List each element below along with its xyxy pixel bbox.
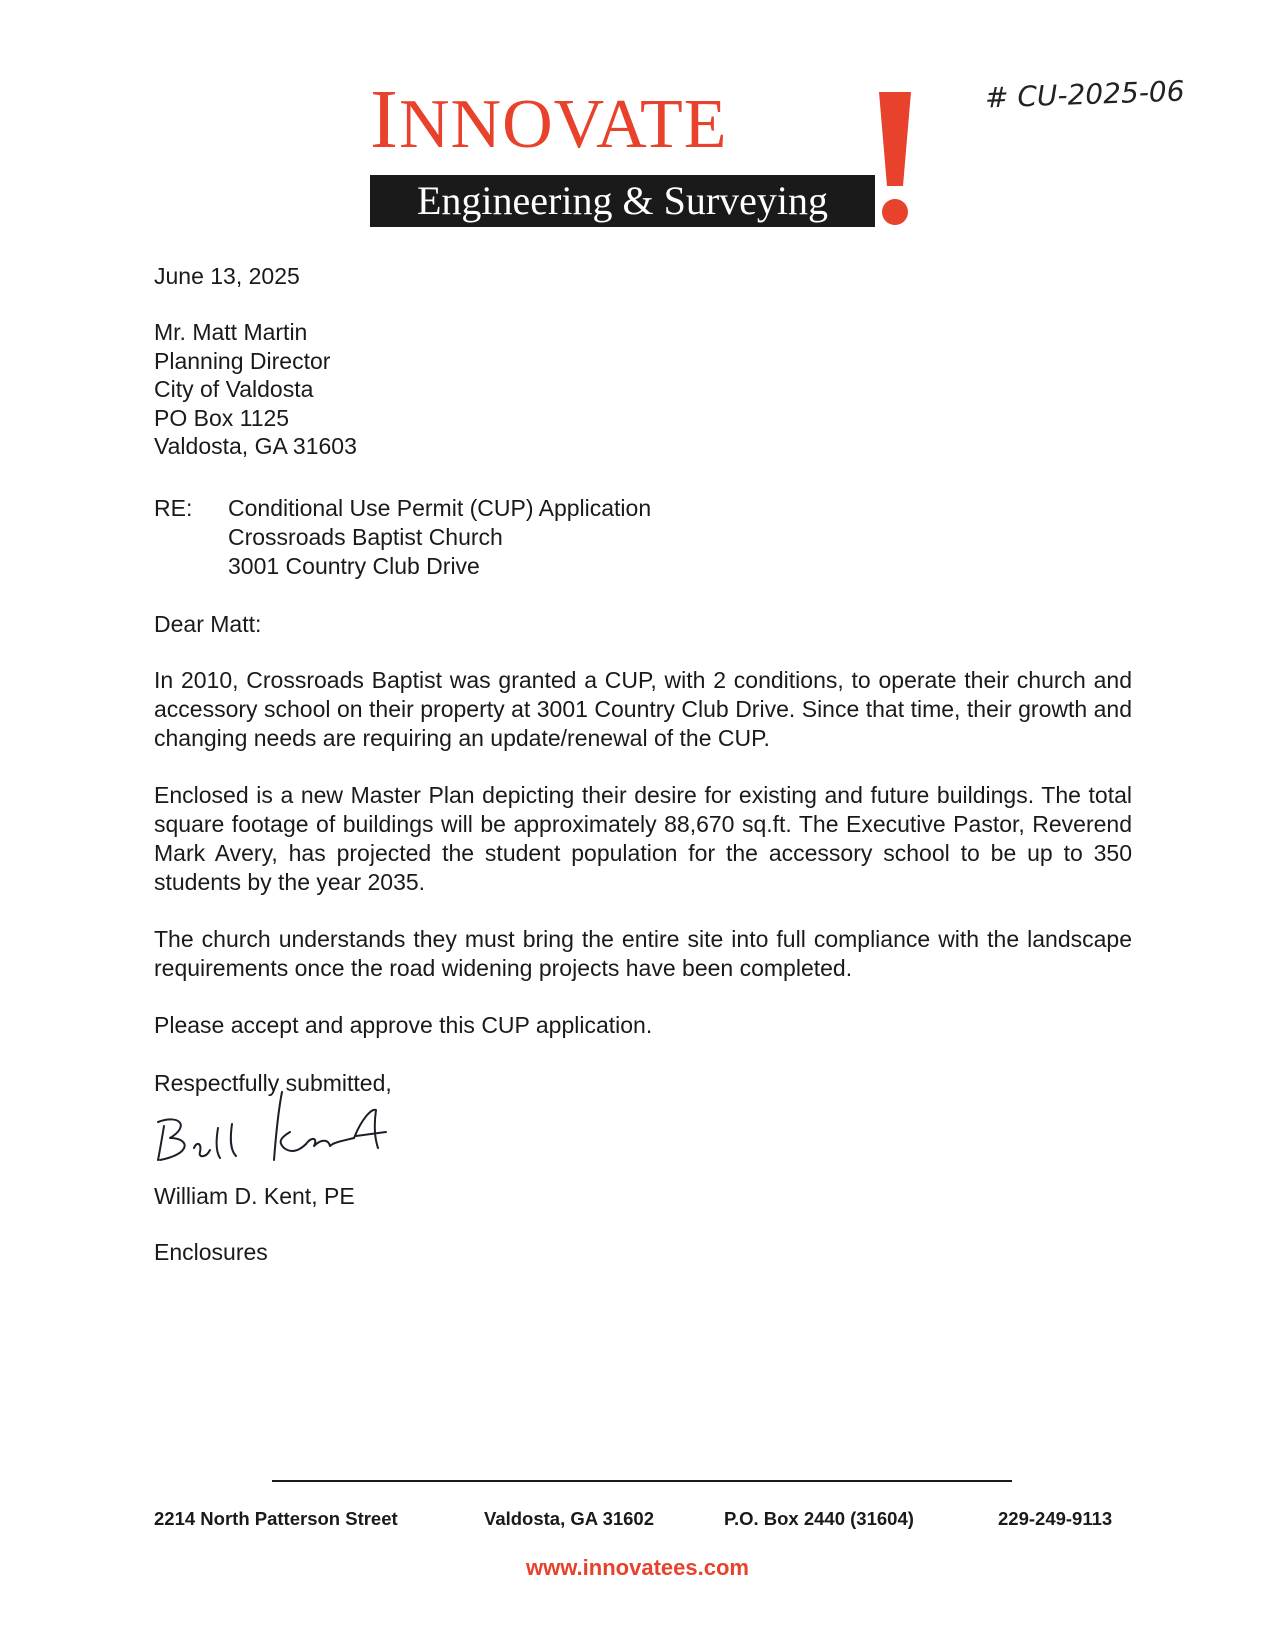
recipient-po-box: PO Box 1125	[154, 405, 290, 431]
recipient-name: Mr. Matt Martin	[154, 319, 308, 345]
logo-word-rest: NNOVATE	[398, 86, 728, 163]
company-logo-wordmark	[370, 73, 728, 166]
recipient-title: Planning Director	[154, 348, 331, 374]
recipient-city: Valdosta, GA 31603	[154, 433, 357, 459]
body-paragraph-3: The church understands they must bring the entire site into full compliance with the landscape requirements once the road widening projects have been completed.	[154, 926, 1132, 981]
handwritten-case-number: # CU-2025-06	[984, 74, 1186, 115]
recipient-organization: City of Valdosta	[154, 376, 314, 402]
body-paragraph-4: Please accept and approve this CUP application.	[154, 1012, 653, 1038]
signer-name: William D. Kent, PE	[154, 1183, 355, 1209]
re-subject	[228, 494, 651, 581]
exclamation-dot	[882, 199, 908, 225]
handwritten-signature	[150, 1088, 400, 1170]
body-paragraph-2: Enclosed is a new Master Plan depicting their desire for existing and future buildings. The total square footage of buildings will be approximately 88,670 sq.ft. The Executive Pastor, Reverend Mark Avery, has projected the student population for the accessory school to be up to 350 students by the year 2035.	[154, 782, 1132, 895]
footer-website-link[interactable]: www.innovatees.com	[526, 1555, 749, 1580]
body-paragraph-1: In 2010, Crossroads Baptist was granted a CUP, with 2 conditions, to operate their church and accessory school on their property at 3001 Country Club Drive. Since that time, their growth and changing needs are requiring an update/renewal of the CUP.	[154, 667, 1132, 751]
footer-po-box: P.O. Box 2440 (31604)	[724, 1508, 914, 1529]
salutation: Dear Matt:	[154, 611, 262, 637]
letter-date: June 13, 2025	[154, 263, 300, 289]
exclamation-bar	[879, 92, 911, 186]
re-line-2: Crossroads Baptist Church	[228, 524, 503, 550]
logo-initial: I	[370, 73, 399, 166]
footer-phone: 229-249-9113	[998, 1508, 1113, 1529]
footer-city: Valdosta, GA 31602	[484, 1508, 655, 1529]
re-line-1: Conditional Use Permit (CUP) Application	[228, 495, 652, 521]
logo-exclamation-icon	[875, 88, 915, 230]
footer-divider	[272, 1480, 1012, 1482]
enclosures-note: Enclosures	[154, 1239, 268, 1265]
re-label: RE:	[154, 495, 193, 521]
footer-street-address: 2214 North Patterson Street	[154, 1508, 398, 1529]
re-line-3: 3001 Country Club Drive	[228, 553, 480, 579]
company-logo-tagline: Engineering & Surveying	[370, 175, 875, 227]
closing: Respectfully submitted,	[154, 1070, 392, 1096]
